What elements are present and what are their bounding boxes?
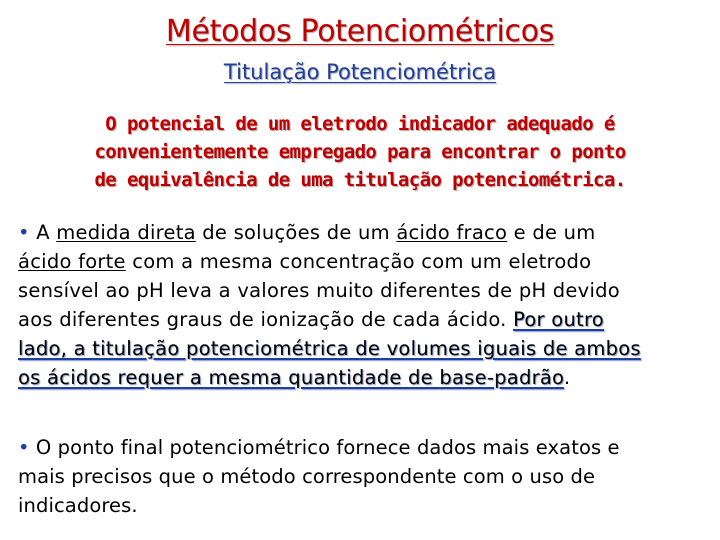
text-line: [18, 363, 708, 392]
highlighted-phrase: lado, a titulação potenciométrica de volumes iguais de ambos: [18, 337, 641, 360]
bullet-paragraph-2: [18, 433, 708, 520]
intro-line: O potencial de um eletrodo indicador adequado é: [105, 113, 615, 135]
text-segment: O ponto final potenciométrico fornece dados mais exatos e: [29, 436, 620, 459]
text-segment: com a mesma concentração com um eletrodo: [125, 250, 592, 273]
text-segment: de soluções de um: [195, 221, 397, 244]
text-segment: .: [563, 366, 571, 389]
text-line: indicadores.: [18, 494, 138, 517]
text-line: [18, 218, 708, 247]
underlined-term: ácido forte: [18, 250, 126, 273]
text-line: [18, 305, 708, 334]
text-line: [18, 247, 708, 276]
text-segment: aos diferentes graus de ionização de cada ácido.: [18, 308, 514, 331]
underlined-term: ácido fraco: [396, 221, 508, 244]
text-line: sensível ao pH leva a valores muito diferentes de pH devido: [18, 279, 620, 302]
intro-line: de equivalência de uma titulação potenciométrica.: [94, 169, 626, 191]
intro-paragraph: [18, 110, 702, 194]
text-segment: e de um: [507, 221, 596, 244]
highlighted-phrase: os ácidos requer a mesma quantidade de base-padrão: [18, 366, 564, 389]
underlined-term: medida direta: [56, 221, 196, 244]
slide-subtitle: Titulação Potenciométrica: [223, 60, 497, 84]
bullet-paragraph-1: [18, 218, 708, 392]
text-line: mais precisos que o método correspondente com o uso de: [18, 465, 596, 488]
bullet-icon: •: [18, 436, 30, 459]
text-line: [18, 433, 708, 462]
slide-title: Métodos Potenciométricos: [165, 14, 555, 49]
highlighted-phrase: Por outro: [513, 308, 604, 331]
intro-line: convenientemente empregado para encontrar o ponto: [94, 141, 626, 163]
bullet-icon: •: [18, 221, 30, 244]
text-line: [18, 334, 708, 363]
text-segment: A: [29, 221, 57, 244]
